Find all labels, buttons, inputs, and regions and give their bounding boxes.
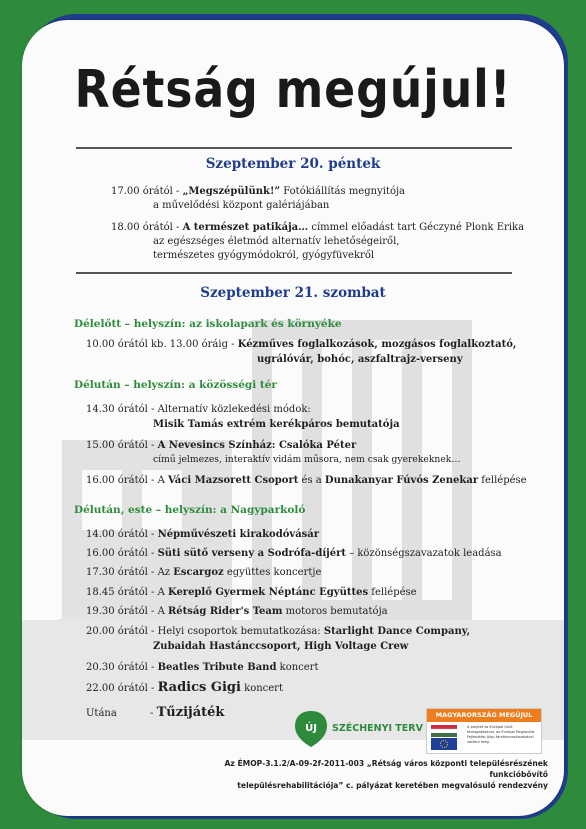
event-title: Escargoz	[173, 567, 224, 578]
event-15-00	[86, 439, 356, 453]
event-time: 15.00 órától -	[86, 440, 155, 451]
event-title: Kézműves foglalkozások, mozgásos foglalkoztató,	[237, 339, 517, 350]
section-evening-label: Délután, este – helyszín: a Nagyparkoló	[74, 504, 306, 516]
event-desc: motoros bemutatója	[282, 606, 388, 617]
event-desc: – közönségszavazatok leadása	[346, 548, 502, 559]
mm-text: A projekt az Európai Unió támogatásával, az Európai Regionális Fejlesztési Alap társfinanszírozásával valósul meg.	[467, 725, 535, 744]
event-title: Váci Mazsorett Csoport	[167, 475, 299, 486]
event-time: Utána	[86, 708, 117, 719]
day1-event-2-line2: az egészséges életmód alternatív lehetőségeiről,	[153, 236, 400, 247]
event-10-00	[86, 338, 516, 352]
day2-heading: Szeptember 21. szombat	[200, 285, 386, 301]
event-pre: Az	[157, 567, 174, 578]
event-time: 14.00 órától -	[86, 529, 155, 540]
event-time: 17.00 órától -	[111, 186, 180, 197]
event-time: 22.00 órától -	[86, 683, 155, 694]
poster-title: Rétság megújul!	[74, 60, 512, 120]
event-title: Radics Gigi	[157, 680, 241, 695]
day1-event-1	[111, 185, 405, 199]
event-title: Népművészeti kirakodóvásár	[157, 529, 320, 540]
divider-middle	[76, 272, 512, 274]
event-16-00-b	[86, 547, 502, 561]
event-time: 14.30 órától -	[86, 404, 155, 415]
section-morning-label: Délelőtt – helyszín: az iskolapark és környéke	[74, 318, 342, 330]
footer-line-2: településrehabilitációja” c. pályázat keretében megvalósuló rendezvény	[237, 781, 548, 790]
footer-line-1: Az ÉMOP-3.1.2/A-09-2f-2011-003 „Rétság város központi településrészének funkcióbővítő	[224, 759, 548, 779]
event-desc: Fotókiállítás megnyitója	[280, 186, 406, 197]
szechenyi-text: SZÉCHENYI TERV	[332, 723, 423, 734]
szechenyi-badge-icon	[294, 710, 328, 748]
event-title: „Megszépülünk!”	[182, 186, 281, 197]
event-title: Tűzijáték	[156, 705, 225, 720]
event-20-00	[86, 625, 470, 639]
event-title: Starlight Dance Company,	[323, 626, 471, 637]
event-10-00-line2: ugrálóvár, bohóc, aszfaltrajz-verseny	[257, 354, 463, 365]
event-dash: -	[146, 708, 154, 719]
event-17-30	[86, 566, 321, 580]
event-desc: címmel előadást tart Géczyné Plonk Erika	[308, 222, 525, 233]
magyarorszag-megujul-logo	[426, 708, 542, 754]
footer-note	[198, 758, 548, 791]
event-title-2: Dunakanyar Fúvós Zenekar	[324, 475, 479, 486]
event-title: Beatles Tribute Band	[157, 662, 277, 673]
event-time: 20.30 órától -	[86, 662, 155, 673]
event-14-30-line2: Misik Tamás extrém kerékpáros bemutatója	[153, 419, 400, 430]
event-title: Süti sütő verseny a Sodrófa-díjért	[157, 548, 346, 559]
event-pre: A	[157, 475, 168, 486]
flags-icon	[431, 725, 463, 751]
event-desc: fellépése	[368, 587, 417, 598]
day1-event-2-line3: természetes gyógymódokról, gyógyfüvekről	[153, 250, 375, 261]
event-finale	[86, 706, 224, 721]
day1-event-1-line2: a művelődési központ galériájában	[153, 200, 330, 211]
event-16-00-a	[86, 474, 527, 488]
day1-event-2	[111, 221, 524, 235]
section-afternoon-label: Délután – helyszín: a közösségi tér	[74, 379, 277, 391]
event-22-00	[86, 681, 283, 696]
event-14-30	[86, 403, 311, 417]
event-title: Rétság Rider's Team	[167, 606, 283, 617]
event-time: 18.45 órától -	[86, 587, 155, 598]
event-20-00-line2: Zubaidah Hastánccsoport, High Voltage Crew	[153, 641, 409, 652]
szechenyi-mark-text: ÚJ	[305, 723, 317, 734]
event-18-45	[86, 586, 417, 600]
event-time: 20.00 órától -	[86, 626, 155, 637]
event-14-00	[86, 528, 319, 542]
event-title: Kereplő Gyermek Néptánc Együttes	[167, 587, 369, 598]
event-desc: fellépése	[478, 475, 527, 486]
event-time: 16.00 órától -	[86, 548, 155, 559]
event-20-30	[86, 661, 318, 675]
event-15-00-line2: című jelmezes, interaktív vidám műsora, nem csak gyerekeknek…	[153, 454, 461, 465]
event-mid: és a	[298, 475, 325, 486]
event-pre: A	[157, 606, 168, 617]
mm-title: MAGYARORSZÁG MEGÚJUL	[427, 709, 541, 722]
event-time: 10.00 órától kb. 13.00 óráig -	[86, 339, 235, 350]
event-title: A természet patikája…	[182, 222, 309, 233]
event-pre: A	[157, 587, 168, 598]
event-desc: koncert	[276, 662, 319, 673]
event-time: 17.30 órától -	[86, 567, 155, 578]
event-title: A Nevesincs Színház: Csalóka Péter	[157, 440, 357, 451]
poster-card	[22, 20, 564, 816]
day1-heading: Szeptember 20. péntek	[205, 156, 381, 172]
event-time: 19.30 órától -	[86, 606, 155, 617]
event-desc: Alternatív közlekedési módok:	[157, 404, 311, 415]
event-desc: együttes koncertje	[223, 567, 322, 578]
event-19-30	[86, 605, 388, 619]
divider-top	[76, 147, 512, 149]
event-time: 18.00 órától -	[111, 222, 180, 233]
szechenyi-terv-logo	[294, 710, 423, 748]
event-desc: koncert	[240, 683, 283, 694]
event-time: 16.00 órától -	[86, 475, 155, 486]
event-pre: Helyi csoportok bemutatkozása:	[157, 626, 324, 637]
